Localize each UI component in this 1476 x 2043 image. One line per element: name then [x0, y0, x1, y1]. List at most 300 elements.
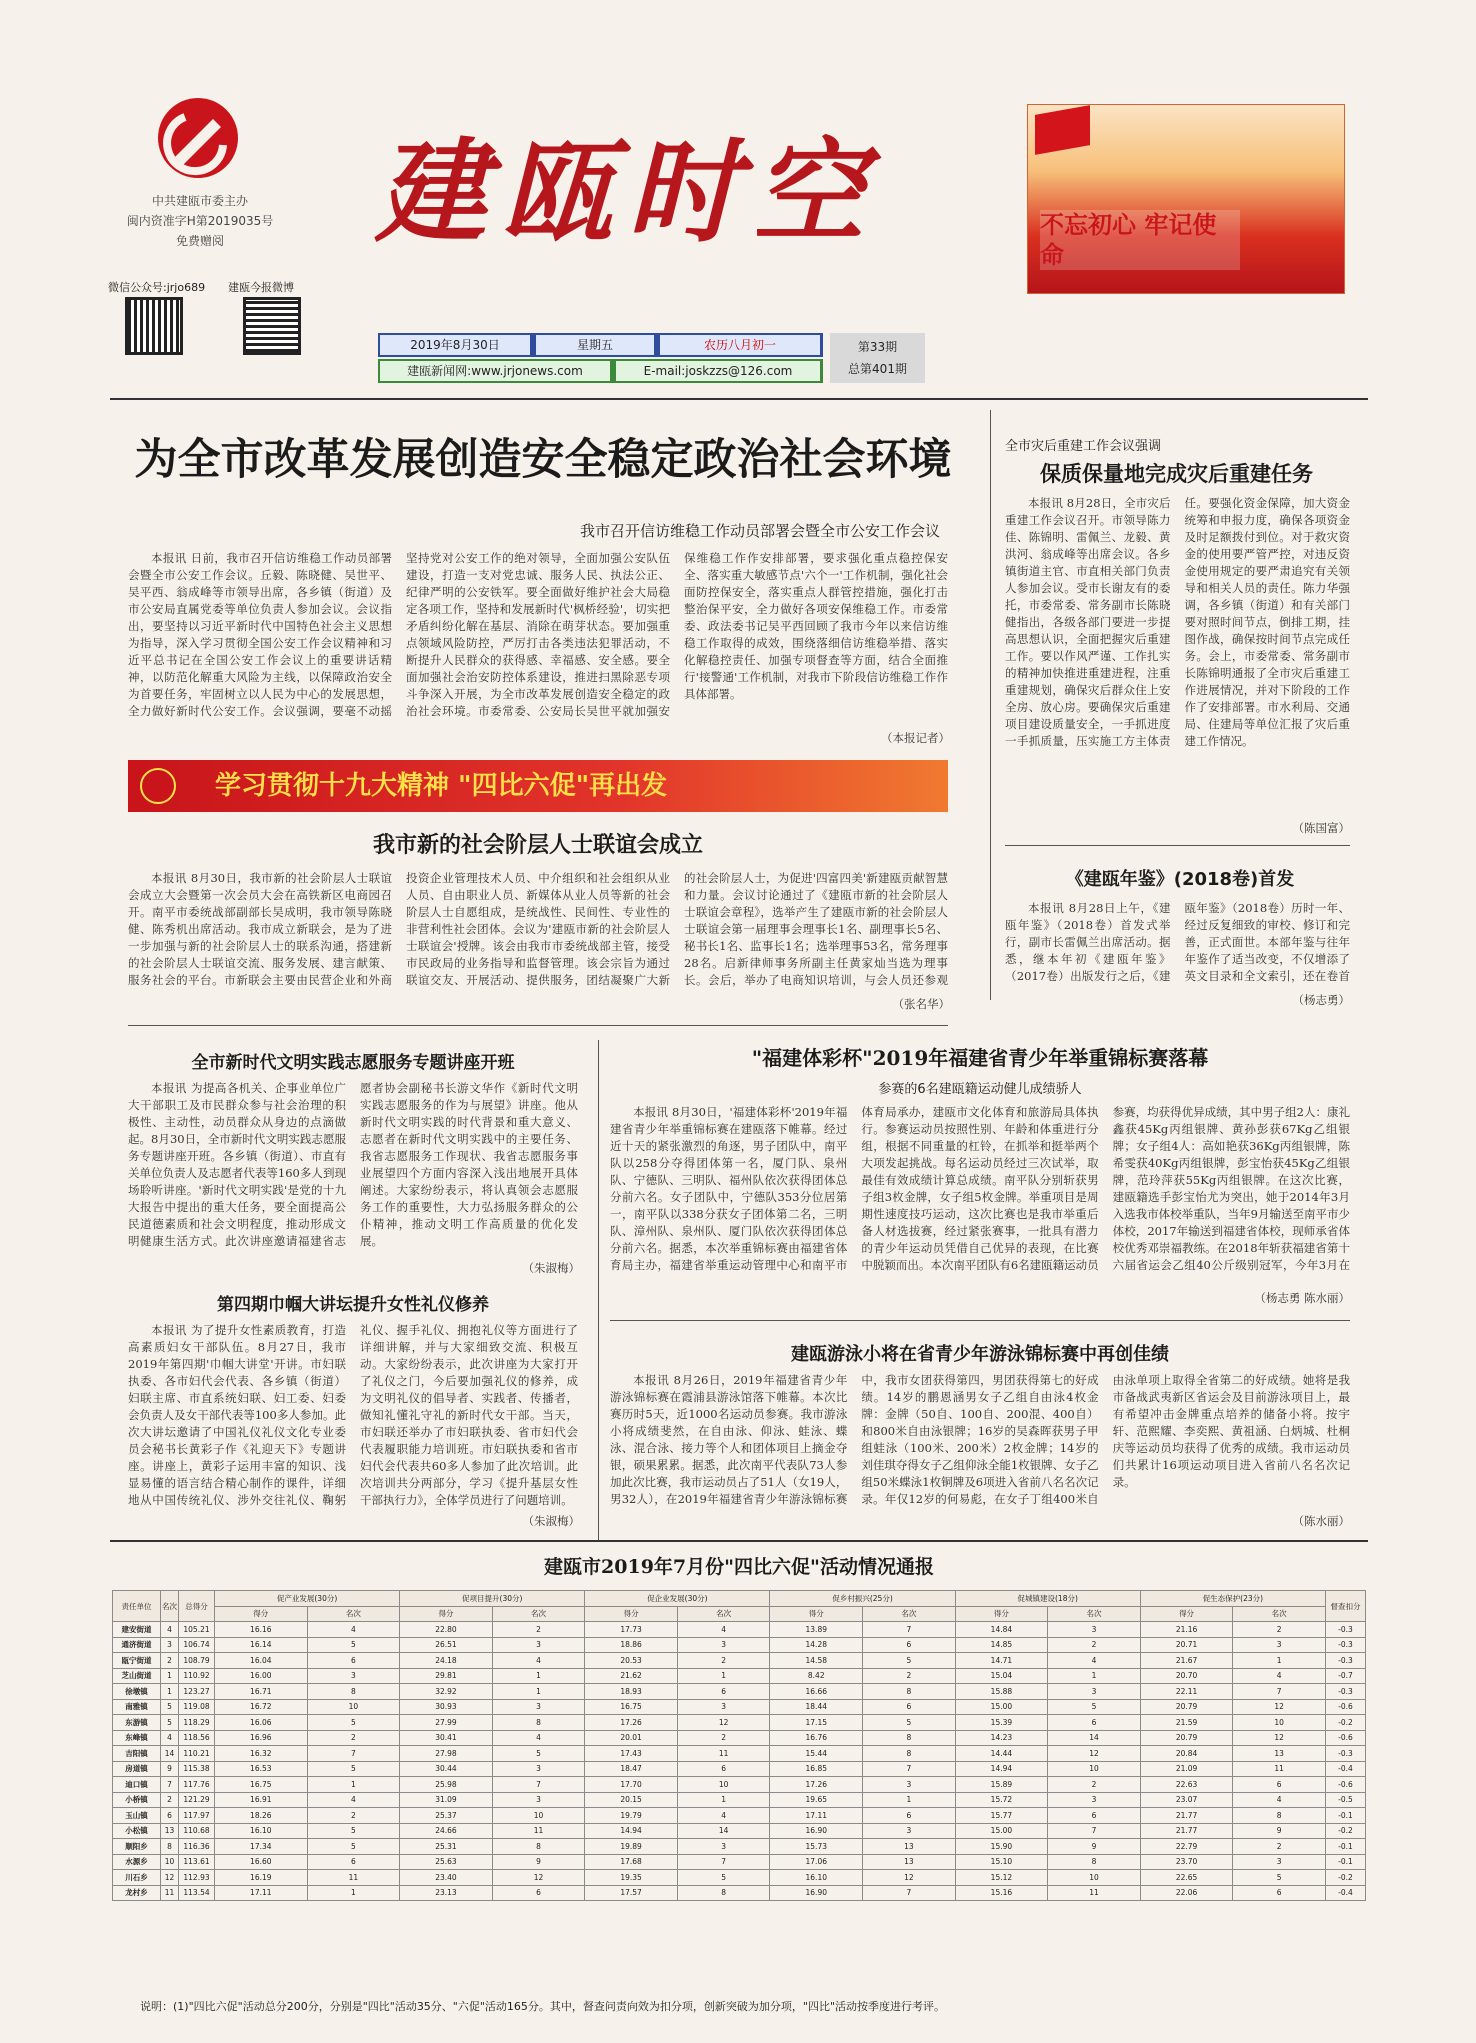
table-cell: 11 — [677, 1746, 770, 1762]
table-cell: 12 — [1233, 1730, 1326, 1746]
website[interactable]: 建瓯新闻网:www.jrjonews.com — [380, 361, 610, 381]
table-cell: 8 — [492, 1839, 585, 1855]
table-cell: 8 — [863, 1746, 956, 1762]
band-text: 学习贯彻十九大精神 "四比六促"再出发 — [215, 771, 668, 801]
table-cell: 116.36 — [179, 1839, 215, 1855]
table-cell: 123.27 — [179, 1684, 215, 1700]
table-cell: 10 — [307, 1699, 400, 1715]
table-cell: 6 — [677, 1684, 770, 1700]
table-cell: 30.44 — [400, 1761, 493, 1777]
sub-score: 得分 — [585, 1606, 678, 1622]
table-cell: 2 — [677, 1653, 770, 1669]
table-cell: 川石乡 — [113, 1870, 161, 1886]
table-cell: 27.99 — [400, 1715, 493, 1731]
table-cell: 16.06 — [215, 1715, 308, 1731]
table-cell: 16.75 — [585, 1699, 678, 1715]
table-cell: 2 — [161, 1792, 179, 1808]
email[interactable]: E-mail:joskzzs@126.com — [616, 361, 820, 381]
table-cell: 17.43 — [585, 1746, 678, 1762]
table-cell: 11 — [161, 1885, 179, 1901]
table-cell: 22.79 — [1140, 1839, 1233, 1855]
table-cell: 5 — [492, 1746, 585, 1762]
table-cell: 26.51 — [400, 1637, 493, 1653]
table-cell: 29.81 — [400, 1668, 493, 1684]
table-cell: 27.98 — [400, 1746, 493, 1762]
table-cell: 水源乡 — [113, 1854, 161, 1870]
table-cell: 6 — [307, 1854, 400, 1870]
table-cell: 108.79 — [179, 1653, 215, 1669]
table-cell: 13 — [863, 1854, 956, 1870]
table-cell: 3 — [677, 1699, 770, 1715]
table-cell: 4 — [1233, 1668, 1326, 1684]
table-cell: 5 — [307, 1823, 400, 1839]
etiquette-body: 本报讯 为了提升女性素质教育，打造高素质妇女干部队伍。8月27日，我市2019年第四期'巾帼大讲堂'开讲。市妇联执委、各市妇代会代表、各乡镇（街道）妇联主席、市直系统妇联、妇工委、妇委会负责人及女干部代表等100多人参加。此次大讲坛邀请了中国礼仪礼仪文化专业委员会秘书长黄彩子作《礼迎天下》专题讲座。讲座上，黄彩子运用丰富的知识、浅显易懂的语言结合精心制作的课件，详细地从中国传统礼仪、涉外交往礼仪、鞠躬礼仪、握手礼仪、拥抱礼仪等方面进行了详细讲解，并与大家细致交流、积极互动。大家纷纷表示，此次讲座为大家打开了礼仪之门，今后要加强礼仪的修养，成为文明礼仪的倡导者、实践者、传播者，做知礼懂礼守礼的新时代女干部。当天，市妇联还举办了市妇联执委、省市妇代会代表履职能力培训班。市妇联执委和省市妇代会代表共60多人参加了此次培训。此次培训共分两部分，学习《提升基层女性干部执行力》，全体学员进行了问题培训。 — [128, 1323, 578, 1507]
table-cell: 东游镇 — [113, 1715, 161, 1731]
table-cell: -0.5 — [1326, 1792, 1366, 1808]
table-cell: 9 — [1233, 1823, 1326, 1839]
wechat-label: 微信公众号:jrjo689 — [108, 281, 206, 294]
table-cell: 21.62 — [585, 1668, 678, 1684]
table-row — [113, 1761, 1366, 1777]
table-cell: 1 — [307, 1885, 400, 1901]
weightlift-headline: "福建体彩杯"2019年福建省青少年举重锦标赛落幕 — [751, 1046, 1209, 1070]
table-cell: 1 — [1048, 1668, 1141, 1684]
table-cell: 117.76 — [179, 1777, 215, 1793]
table-cell: 5 — [307, 1839, 400, 1855]
table-cell: 15.00 — [955, 1823, 1048, 1839]
lunar-date: 农历八月初一 — [660, 335, 820, 355]
table-cell: 14.28 — [770, 1637, 863, 1653]
table-cell: 顺阳乡 — [113, 1839, 161, 1855]
table-cell: 15.90 — [955, 1839, 1048, 1855]
table-cell: 3 — [863, 1777, 956, 1793]
table-cell: 7 — [1233, 1684, 1326, 1700]
table-cell: 1 — [863, 1792, 956, 1808]
table-cell: 22.63 — [1140, 1777, 1233, 1793]
lianyi-body: 本报讯 8月30日，我市新的社会阶层人士联谊会成立大会暨第一次会员大会在高铁新区电商园召开。南平市委统战部副部长吴成明，我市领导陈晓健、陈秀机出席活动。我市成立新联会，是为了进一步加强与新的社会阶层人士的联系沟通，搭建新的社会阶层人士联谊交流、服务发展、建言献策、服务社会的平台。市新联会主要由民营企业和外商投资企业管理技术人员、中介组织和社会组织从业人员、自由职业人员、新媒体从业人员等新的社会阶层人士自愿组成，是统战性、民间性、专业性的非营利性社会团体。会议为'建瓯市新的社会阶层人士联谊会'授牌。该会由我市市委统战部主管，接受市民政局的业务指导和监督管理。该会宗旨为通过联谊交友、开展活动、提供服务，团结凝聚广大新的社会阶层人士，为促进'四富四美'新建瓯贡献智慧和力量。会议讨论通过了《建瓯市新的社会阶层人士联谊会章程》，选举产生了建瓯市新的社会阶层人士联谊会第一届理事会理事长1名、副理事长5名、秘书长1名、监事长1名；选举理事53名，常务理事28名。启新律师事务所副主任黄家灿当选为理事长。会后，举办了电商知识培训，与会人员还参观 — [128, 871, 948, 987]
table-cell: 30.41 — [400, 1730, 493, 1746]
table-cell: 20.01 — [585, 1730, 678, 1746]
table-cell: -0.2 — [1326, 1870, 1366, 1886]
report-note: 说明：(1)"四比六促"活动总分200分，分别是"四比"活动35分、"六促"活动165分。其中，督查问责向效为扣分项，创新突破为加分项，"四比"活动按季度进行考评。 — [140, 2000, 946, 2013]
table-cell: 19.79 — [585, 1808, 678, 1824]
table-cell: 31.09 — [400, 1792, 493, 1808]
table-cell: 11 — [1233, 1761, 1326, 1777]
table-cell: 2 — [1233, 1622, 1326, 1638]
table-cell: 5 — [307, 1761, 400, 1777]
table-cell: 7 — [161, 1777, 179, 1793]
table-cell: 3 — [492, 1761, 585, 1777]
table-cell: 7 — [863, 1622, 956, 1638]
table-cell: 17.34 — [215, 1839, 308, 1855]
table-row — [113, 1622, 1366, 1638]
lead-body: 本报讯 日前，我市召开信访维稳工作动员部署会暨全市公安工作会议。丘毅、陈晓健、吴世平、吴平西、翁成峰等市领导出席，各乡镇（街道）及市公安局直属党委等单位负责人参加会议。会议指出，要坚持以习近平新时代中国特色社会主义思想为指导，深入学习贯彻全国公安工作会议精神和习近平总书记在全国公安工作会议上的重要讲话精神，以防范化解重大风险为主线，以保障政治安全为首要任务，牢固树立以人民为中心的发展思想，全力做好新时代公安工作。会议强调，要毫不动摇坚持党对公安工作的绝对领导，全面加强公安队伍建设，打造一支对党忠诚、服务人民、执法公正、纪律严明的公安铁军。要全面做好维护社会大局稳定各项工作，坚持和发展新时代'枫桥经验'，切实把矛盾纠纷化解在基层、消除在萌芽状态。要加强重点领域风险防控，严厉打击各类违法犯罪活动，不断提升人民群众的获得感、幸福感、安全感。要全面加强社会治安防控体系建设，推进扫黑除恶专项斗争深入开展，为全市改革发展创造安全稳定的政治社会环境。市委常委、公安局长吴世平就加强安保维稳工作作安排部署，要求强化重点稳控保安全、落实重大敏感节点'六个一'工作机制，强化社会面防控保安全，落实重点人群管控措施，强化打击整治保平安，全力做好各项安保维稳工作。市委常委、政法委书记吴平西回顾了我市今年以来信访维稳工作取得的成效，围绕落细信访维稳举措、落实化解稳控责任、加强专项督查等方面，结合全面推行'接警通'工作机制，对我市下阶段信访维稳工作作具体部署。 — [128, 551, 948, 718]
table-cell: 119.08 — [179, 1699, 215, 1715]
weekday: 星期五 — [536, 335, 654, 355]
volunteer-headline: 全市新时代文明实践志愿服务专题讲座开班 — [191, 1053, 515, 1073]
table-cell: 22.65 — [1140, 1870, 1233, 1886]
table-cell: 15.89 — [955, 1777, 1048, 1793]
sub-rank: 名次 — [492, 1606, 585, 1622]
sub-rank: 名次 — [307, 1606, 400, 1622]
table-cell: 106.74 — [179, 1637, 215, 1653]
table-cell: 6 — [1048, 1808, 1141, 1824]
table-cell: 2 — [307, 1730, 400, 1746]
table-cell: 7 — [307, 1746, 400, 1762]
table-cell: 9 — [161, 1761, 179, 1777]
table-cell: 21.16 — [1140, 1622, 1233, 1638]
table-cell: 20.79 — [1140, 1730, 1233, 1746]
table-cell: 21.09 — [1140, 1761, 1233, 1777]
table-cell: 16.96 — [215, 1730, 308, 1746]
table-cell: 17.26 — [770, 1777, 863, 1793]
table-cell: 22.06 — [1140, 1885, 1233, 1901]
table-cell: 18.47 — [585, 1761, 678, 1777]
table-cell: 16.04 — [215, 1653, 308, 1669]
table-cell: 17.15 — [770, 1715, 863, 1731]
table-cell: 20.84 — [1140, 1746, 1233, 1762]
table-row — [113, 1684, 1366, 1700]
sub-rank: 名次 — [1233, 1606, 1326, 1622]
table-cell: -0.3 — [1326, 1653, 1366, 1669]
table-cell: 4 — [307, 1792, 400, 1808]
table-cell: 20.15 — [585, 1792, 678, 1808]
table-cell: 24.66 — [400, 1823, 493, 1839]
yearbook-headline: 《建瓯年鉴》(2018卷)首发 — [1065, 869, 1295, 890]
table-cell: 15.04 — [955, 1668, 1048, 1684]
table-cell: 15.77 — [955, 1808, 1048, 1824]
table-cell: 4 — [161, 1730, 179, 1746]
table-cell: 芝山街道 — [113, 1668, 161, 1684]
table-cell: 17.11 — [215, 1885, 308, 1901]
table-cell: 3 — [677, 1839, 770, 1855]
table-cell: 21.67 — [1140, 1653, 1233, 1669]
table-cell: 房道镇 — [113, 1761, 161, 1777]
table-row — [113, 1854, 1366, 1870]
table-cell: 小桥镇 — [113, 1792, 161, 1808]
table-cell: 12 — [863, 1870, 956, 1886]
table-cell: 15.12 — [955, 1870, 1048, 1886]
volunteer-signature: （朱淑梅） — [522, 1261, 580, 1275]
table-cell: 16.16 — [215, 1622, 308, 1638]
table-cell: 吉阳镇 — [113, 1746, 161, 1762]
table-cell: 15.72 — [955, 1792, 1048, 1808]
table-cell: 6 — [863, 1637, 956, 1653]
swim-body: 本报讯 8月26日，2019年福建省青少年游泳锦标赛在霞浦县游泳馆落下帷幕。本次比赛历时5天，近1000名运动员参赛。我市游泳小将成绩斐然，在自由泳、仰泳、蛙泳、蝶泳、混合泳、接力等个人和团体项目上摘金夺银，硕果累累。据悉，此次南平代表队73人参加此次比赛，我市运动员占了51人（女19人，男32人），在2019年福建省青少年游泳锦标赛中，我市女团获得第四，男团获得第七的好成绩。14岁的鹏恩涵男女子乙组自由泳4枚金牌：金牌（50自、100自、200混、400自）和800米自由泳银牌；16岁的吴森晖获男子甲组蛙泳（100米、200米）2枚金牌；14岁的刘佳琪夺得女子乙组仰泳全能1枚银牌、女子乙组50米蝶泳1枚铜牌及6项进入省前八名名次记录。年仅12岁的何易彪，在女子丁组400米自由泳单项上取得全省第二的好成绩。她将是我市备战武夷新区省运会及目前游泳项目上，最有希望冲击金牌重点培养的储备小将。按宇轩、范熙耀、李奕熙、黄祖涵、白炳城、杜桐庆等运动员均获得了优秀的成绩。我市运动员们共累计16项运动项目进入省前八名名次记录。 — [610, 1373, 1350, 1506]
table-cell: 迪口镇 — [113, 1777, 161, 1793]
table-cell: 25.98 — [400, 1777, 493, 1793]
swim-headline: 建瓯游泳小将在省青少年游泳锦标赛中再创佳绩 — [791, 1344, 1169, 1365]
table-cell: 2 — [1233, 1839, 1326, 1855]
table-cell: 13 — [161, 1823, 179, 1839]
table-cell: 7 — [677, 1854, 770, 1870]
table-cell: 21.77 — [1140, 1808, 1233, 1824]
table-cell: 6 — [863, 1808, 956, 1824]
table-cell: 9 — [492, 1854, 585, 1870]
table-cell: 3 — [492, 1699, 585, 1715]
table-cell: 16.91 — [215, 1792, 308, 1808]
table-cell: 3 — [1048, 1792, 1141, 1808]
table-cell: 9 — [1048, 1839, 1141, 1855]
table-cell: 15.73 — [770, 1839, 863, 1855]
table-cell: 110.21 — [179, 1746, 215, 1762]
table-cell: -0.4 — [1326, 1885, 1366, 1901]
group-town: 促城镇建设(18分) — [955, 1591, 1140, 1607]
table-cell: 21.77 — [1140, 1823, 1233, 1839]
table-cell: 14.94 — [955, 1761, 1048, 1777]
table-cell: 3 — [307, 1668, 400, 1684]
table-cell: 瓯宁街道 — [113, 1653, 161, 1669]
table-cell: 105.21 — [179, 1622, 215, 1638]
report-table — [112, 1590, 1366, 1901]
table-cell: -0.6 — [1326, 1699, 1366, 1715]
table-cell: 14.23 — [955, 1730, 1048, 1746]
issue-number: 第33期 — [857, 340, 898, 354]
table-row — [113, 1730, 1366, 1746]
lead-headline: 为全市改革发展创造安全稳定政治社会环境 — [134, 435, 952, 485]
table-cell: 19.89 — [585, 1839, 678, 1855]
table-cell: 8 — [161, 1839, 179, 1855]
table-cell: 16.10 — [215, 1823, 308, 1839]
table-cell: 玉山镇 — [113, 1808, 161, 1824]
recovery-headline: 保质保量地完成灾后重建任务 — [1040, 462, 1313, 486]
table-cell: 23.70 — [1140, 1854, 1233, 1870]
col-total: 总得分 — [179, 1591, 215, 1622]
yearbook-signature: （杨志勇） — [1292, 993, 1350, 1007]
table-cell: -0.1 — [1326, 1839, 1366, 1855]
table-cell: -0.6 — [1326, 1730, 1366, 1746]
weightlift-body: 本报讯 8月30日，'福建体彩杯'2019年福建省青少年举重锦标赛在建瓯落下帷幕。经过近十天的紧张激烈的角逐，男子团队中，南平队以258分夺得团体第一名，厦门队、泉州队、宁德队、三明队、福州队依次获得团体总分前六名。女子团队中，宁德队353分位居第一，南平队以338分获女子团体第二名，三明队、漳州队、泉州队、厦门队依次获得团体总分前六名。据悉，本次举重锦标赛由福建省体育局主办，福建省举重运动管理中心和南平市体育局承办，建瓯市文化体育和旅游局具体执行。参赛运动员按照性别、年龄和体重进行分组，根据不同重量的杠铃，在抓举和挺举两个大项发起挑战。每名运动员经过三次试举，取最佳有效成绩计算总成绩。南平队分别斩获男子组3枚金牌，女子组5枚金牌。举重项目是周期性速度技巧运动，这次比赛也是我市举重后备人材选拔赛，经过紧张赛事，一批具有潜力的青少年运动员凭借自己优异的表现，在比赛中脱颖而出。本次南平团队有6名建瓯籍运动员参赛，均获得优异成绩，其中男子组2人：康礼鑫获45Kg丙组银牌、黄孙彭获67Kg乙组银牌；女子组4人：高如艳获36Kg丙组银牌，陈希雯获40Kg丙组银牌，彭宝怡获45Kg乙组银牌，范玲萍获55Kg丙组银牌。在这次比赛，建瓯籍选手彭宝怡尤为突出，她于2014年3月入选我市体校举重队，当年9月输送至南平市少体校，2017年输送到福建省体校，现师承省体校优秀邓崇福教练。在2018年斩获福建省第十六届省运会乙组40公斤级别冠军，今年3月在 — [610, 1105, 1350, 1272]
table-cell: 1 — [492, 1684, 585, 1700]
table-cell: 8 — [863, 1684, 956, 1700]
table-cell: 4 — [677, 1808, 770, 1824]
table-cell: 14 — [1048, 1730, 1141, 1746]
report-table-wrap — [112, 1590, 1366, 1901]
table-cell: 2 — [161, 1653, 179, 1669]
table-cell: 25.31 — [400, 1839, 493, 1855]
lead-signature: （本报记者） — [881, 731, 950, 745]
table-cell: 2 — [1048, 1637, 1141, 1653]
table-cell: 6 — [677, 1761, 770, 1777]
table-cell: 15.16 — [955, 1885, 1048, 1901]
table-cell: 13.89 — [770, 1622, 863, 1638]
table-cell: 17.70 — [585, 1777, 678, 1793]
table-cell: 8 — [307, 1684, 400, 1700]
table-cell: 建安街道 — [113, 1622, 161, 1638]
table-cell: 17.26 — [585, 1715, 678, 1731]
table-cell: 6 — [863, 1699, 956, 1715]
table-cell: 30.93 — [400, 1699, 493, 1715]
table-cell: 18.26 — [215, 1808, 308, 1824]
newspaper-title: 建瓯时空 — [375, 127, 879, 258]
table-cell: 6 — [1233, 1885, 1326, 1901]
table-cell: 20.53 — [585, 1653, 678, 1669]
table-cell: 15.00 — [955, 1699, 1048, 1715]
table-cell: -0.3 — [1326, 1684, 1366, 1700]
table-cell: 16.00 — [215, 1668, 308, 1684]
table-cell: 17.57 — [585, 1885, 678, 1901]
table-row — [113, 1715, 1366, 1731]
weightlift-subtitle: 参赛的6名建瓯籍运动健儿成绩骄人 — [878, 1082, 1082, 1097]
table-cell: 17.11 — [770, 1808, 863, 1824]
table-cell: 1 — [677, 1668, 770, 1684]
table-cell: 19.65 — [770, 1792, 863, 1808]
band-party-icon — [140, 768, 176, 804]
table-cell: 5 — [677, 1870, 770, 1886]
table-cell: 16.60 — [215, 1854, 308, 1870]
table-cell: -0.2 — [1326, 1715, 1366, 1731]
table-cell: 25.37 — [400, 1808, 493, 1824]
table-cell: 16.76 — [770, 1730, 863, 1746]
table-cell: 12 — [492, 1870, 585, 1886]
table-cell: 11 — [307, 1870, 400, 1886]
table-cell: 6 — [307, 1653, 400, 1669]
table-cell: 4 — [492, 1653, 585, 1669]
sub-rank: 名次 — [677, 1606, 770, 1622]
group-project: 促项目提升(30分) — [400, 1591, 585, 1607]
table-cell: 15.88 — [955, 1684, 1048, 1700]
table-row — [113, 1637, 1366, 1653]
table-cell: 22.11 — [1140, 1684, 1233, 1700]
group-enterprise: 促企业发展(30分) — [585, 1591, 770, 1607]
table-cell: 3 — [1048, 1622, 1141, 1638]
table-cell: 3 — [677, 1637, 770, 1653]
table-cell: 16.19 — [215, 1870, 308, 1886]
table-cell: 5 — [161, 1699, 179, 1715]
weibo-label: 建瓯今报微博 — [228, 281, 294, 294]
table-cell: 11 — [492, 1823, 585, 1839]
table-cell: 5 — [307, 1715, 400, 1731]
table-cell: 8 — [492, 1715, 585, 1731]
table-cell: 4 — [492, 1730, 585, 1746]
table-cell: 4 — [161, 1622, 179, 1638]
swim-signature: （陈水丽） — [1292, 1514, 1350, 1528]
table-cell: 2 — [1048, 1777, 1141, 1793]
table-cell: -0.3 — [1326, 1637, 1366, 1653]
table-cell: 14.84 — [955, 1622, 1048, 1638]
table-cell: 113.61 — [179, 1854, 215, 1870]
table-cell: -0.1 — [1326, 1854, 1366, 1870]
table-cell: 5 — [307, 1637, 400, 1653]
table-cell: 5 — [161, 1715, 179, 1731]
table-cell: 16.90 — [770, 1823, 863, 1839]
table-cell: 6 — [1233, 1777, 1326, 1793]
table-cell: 通济街道 — [113, 1637, 161, 1653]
table-cell: 8 — [677, 1885, 770, 1901]
col-unit: 责任单位 — [113, 1591, 161, 1622]
table-cell: 117.97 — [179, 1808, 215, 1824]
banner-slogan: 不忘初心 牢记使命 — [1040, 210, 1240, 270]
table-cell: 16.66 — [770, 1684, 863, 1700]
table-cell: 13 — [863, 1839, 956, 1855]
table-cell: 16.90 — [770, 1885, 863, 1901]
table-cell: 16.14 — [215, 1637, 308, 1653]
table-cell: 110.92 — [179, 1668, 215, 1684]
table-cell: 1 — [161, 1684, 179, 1700]
table-cell: 3 — [1233, 1637, 1326, 1653]
table-cell: 17.68 — [585, 1854, 678, 1870]
table-cell: 17.06 — [770, 1854, 863, 1870]
table-cell: 8.42 — [770, 1668, 863, 1684]
table-cell: 5 — [863, 1653, 956, 1669]
table-cell: 2 — [492, 1622, 585, 1638]
lead-subtitle: 我市召开信访维稳工作动员部署会暨全市公安工作会议 — [579, 522, 940, 540]
table-cell: 6 — [161, 1808, 179, 1824]
table-cell: -0.3 — [1326, 1746, 1366, 1762]
table-cell: 20.79 — [1140, 1699, 1233, 1715]
table-cell: 10 — [1233, 1715, 1326, 1731]
table-cell: 12 — [1048, 1746, 1141, 1762]
table-cell: 16.75 — [215, 1777, 308, 1793]
table-cell: 南雅镇 — [113, 1699, 161, 1715]
table-cell: 20.71 — [1140, 1637, 1233, 1653]
table-cell: 3 — [1048, 1684, 1141, 1700]
table-cell: 3 — [492, 1792, 585, 1808]
table-cell: 1 — [1233, 1653, 1326, 1669]
table-cell: 14.58 — [770, 1653, 863, 1669]
table-cell: 10 — [492, 1808, 585, 1824]
table-cell: 1 — [677, 1792, 770, 1808]
table-cell: 10 — [1048, 1761, 1141, 1777]
lianyi-signature: （张名华） — [892, 997, 950, 1011]
table-cell: 16.53 — [215, 1761, 308, 1777]
table-cell: 22.80 — [400, 1622, 493, 1638]
table-cell: 14.85 — [955, 1637, 1048, 1653]
sub-score: 得分 — [955, 1606, 1048, 1622]
party-emblem — [155, 95, 241, 181]
table-cell: 东峰镇 — [113, 1730, 161, 1746]
table-cell: 3 — [863, 1823, 956, 1839]
table-cell: 14.71 — [955, 1653, 1048, 1669]
qr-code-weibo[interactable] — [246, 300, 298, 352]
table-cell: 32.92 — [400, 1684, 493, 1700]
table-cell: 14 — [677, 1823, 770, 1839]
table-cell: 14 — [161, 1746, 179, 1762]
table-cell: 14.94 — [585, 1823, 678, 1839]
table-cell: -0.3 — [1326, 1622, 1366, 1638]
table-cell: 小松镇 — [113, 1823, 161, 1839]
table-cell: 3 — [1233, 1854, 1326, 1870]
qr-code-wechat[interactable] — [128, 300, 180, 352]
weightlift-signature: （杨志勇 陈水丽） — [1254, 1291, 1350, 1305]
table-cell: 21.59 — [1140, 1715, 1233, 1731]
recovery-body: 本报讯 8月28日，全市灾后重建工作会议召开。市领导陈力佳、陈锦明、雷佩兰、龙毅、黄洪河、翁成峰等出席会议。各乡镇街道主官、市直相关部门负责人参加会议。受市长谢友有的委托，市委常委、常务副市长陈晓健指出，各级各部门要进一步提高思想认识，全面把握灾后重建工作。要以作风严谨、工作扎实的精神加快推进重建进程，注重重建规划，确保灾后群众住上安全房、放心房。要确保灾后重建项目建设质量安全，一手抓进度一手抓质量，压实施工方主体责任。要强化资金保障，加大资金统筹和申报力度，确保各项资金及时足额拨付到位。对于救灾资金的使用要严管严控，对违反资金使用规定的要严肃追究有关领导和相关人员的责任。陈力华强调，各乡镇（街道）和有关部门要对照时间节点，倒排工期，挂图作战，确保按时间节点完成任务。会上，市委常委、常务副市长陈锦明通报了全市灾后重建工作进展情况，并对下阶段的工作作了安排部署。市水利局、交通局、住建局等单位汇报了灾后重建工作情况。 — [1005, 496, 1350, 748]
table-cell: 18.93 — [585, 1684, 678, 1700]
table-cell: 3 — [492, 1637, 585, 1653]
table-cell: 1 — [492, 1668, 585, 1684]
date: 2019年8月30日 — [380, 335, 530, 355]
table-cell: -0.1 — [1326, 1808, 1366, 1824]
table-row — [113, 1699, 1366, 1715]
table-cell: 13 — [1233, 1746, 1326, 1762]
org-name: 中共建瓯市委主办 — [151, 194, 248, 208]
table-cell: 5 — [1233, 1870, 1326, 1886]
col-rank: 名次 — [161, 1591, 179, 1622]
table-cell: 4 — [677, 1622, 770, 1638]
table-row — [113, 1668, 1366, 1684]
table-cell: 18.86 — [585, 1637, 678, 1653]
lianyi-headline: 我市新的社会阶层人士联谊会成立 — [372, 833, 703, 858]
table-cell: 3 — [161, 1637, 179, 1653]
table-cell: 5 — [863, 1715, 956, 1731]
group-village: 促乡村振兴(25分) — [770, 1591, 955, 1607]
table-cell: 4 — [1233, 1792, 1326, 1808]
table-cell: 15.10 — [955, 1854, 1048, 1870]
table-cell: 118.56 — [179, 1730, 215, 1746]
table-cell: 2 — [307, 1808, 400, 1824]
table-cell: 11 — [1048, 1885, 1141, 1901]
table-row — [113, 1839, 1366, 1855]
